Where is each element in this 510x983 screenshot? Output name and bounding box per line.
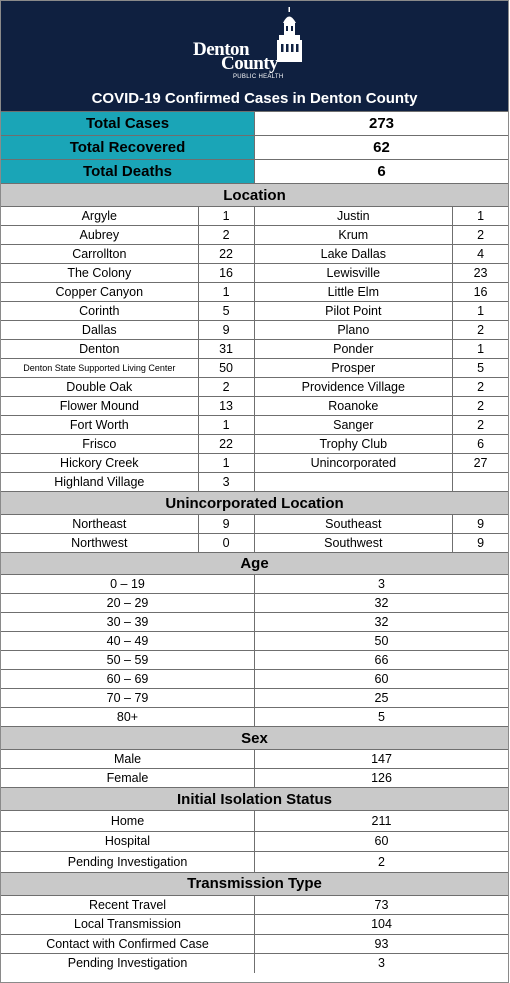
location-row	[1, 339, 508, 358]
age-label: 60 – 69	[1, 670, 255, 688]
location-row	[1, 358, 508, 377]
age-count: 32	[374, 615, 389, 629]
region-name: Southeast	[255, 515, 454, 533]
location-name: Roanoke	[255, 397, 454, 415]
age-count: 50	[374, 634, 389, 648]
location-count: 1	[199, 416, 255, 434]
location-count: 16	[473, 285, 488, 299]
transmission-row	[1, 914, 508, 934]
age-label: 70 – 79	[1, 689, 255, 707]
isolation-row	[1, 851, 508, 872]
location-row	[1, 320, 508, 339]
transmission-label: Contact with Confirmed Case	[1, 935, 255, 954]
transmission-label: Recent Travel	[1, 896, 255, 915]
isolation-label: Hospital	[1, 832, 255, 852]
region-name: Northwest	[1, 534, 199, 552]
location-count: 50	[199, 359, 255, 377]
total-value: 62	[373, 139, 390, 156]
location-name: Plano	[255, 321, 454, 339]
transmission-row	[1, 953, 508, 973]
total-value: 6	[377, 163, 386, 180]
location-name: Unincorporated	[255, 454, 454, 472]
location-count: 27	[473, 456, 488, 470]
location-header-row	[1, 183, 508, 206]
location-count: 31	[199, 340, 255, 358]
location-name: Denton	[1, 340, 199, 358]
location-name: Carrollton	[1, 245, 199, 263]
location-name: Krum	[255, 226, 454, 244]
age-label: 40 – 49	[1, 632, 255, 650]
location-count: 13	[199, 397, 255, 415]
location-row	[1, 206, 508, 225]
isolation-header-row	[1, 787, 508, 810]
location-row	[1, 282, 508, 301]
age-label: 0 – 19	[1, 575, 255, 593]
sex-label: Female	[1, 769, 255, 787]
transmission-count: 3	[378, 956, 385, 971]
location-row	[1, 434, 508, 453]
location-count: 5	[199, 302, 255, 320]
region-count: 9	[199, 515, 255, 533]
location-count: 2	[199, 226, 255, 244]
location-row	[1, 263, 508, 282]
location-count: 2	[477, 228, 485, 242]
transmission-section-title: Transmission Type	[1, 873, 508, 895]
location-name: Ponder	[255, 340, 454, 358]
location-name: Corinth	[1, 302, 199, 320]
location-count: 1	[477, 342, 485, 356]
location-name: Trophy Club	[255, 435, 454, 453]
region-name: Southwest	[255, 534, 454, 552]
transmission-count: 73	[374, 897, 389, 912]
total-label: Total Recovered	[1, 136, 255, 159]
location-count: 2	[477, 323, 485, 337]
transmission-label: Local Transmission	[1, 915, 255, 934]
report-title: COVID-19 Confirmed Cases in Denton County	[91, 90, 418, 107]
location-row	[1, 396, 508, 415]
isolation-section-title: Initial Isolation Status	[1, 788, 508, 810]
location-name: Highland Village	[1, 473, 199, 491]
isolation-label: Pending Investigation	[1, 852, 255, 872]
location-count: 1	[477, 304, 485, 318]
totals-row	[1, 135, 508, 159]
transmission-label: Pending Investigation	[1, 954, 255, 973]
isolation-row	[1, 810, 508, 831]
unincorporated-row	[1, 533, 508, 552]
region-count: 9	[477, 517, 485, 531]
age-count: 66	[374, 653, 389, 667]
location-name: Double Oak	[1, 378, 199, 396]
total-label: Total Deaths	[1, 160, 255, 183]
location-name: Dallas	[1, 321, 199, 339]
location-count: 2	[477, 399, 485, 413]
location-count: 22	[199, 435, 255, 453]
unincorporated-section-title: Unincorporated Location	[1, 492, 508, 514]
location-row	[1, 377, 508, 396]
location-name	[255, 473, 454, 491]
isolation-count: 2	[378, 854, 385, 869]
age-label: 20 – 29	[1, 594, 255, 612]
sex-count: 126	[371, 771, 392, 785]
age-label: 50 – 59	[1, 651, 255, 669]
isolation-count: 211	[371, 813, 392, 828]
location-name: Frisco	[1, 435, 199, 453]
location-count: 1	[477, 209, 485, 223]
sex-section-title: Sex	[1, 727, 508, 749]
sex-header-row	[1, 726, 508, 749]
isolation-count: 60	[374, 834, 389, 849]
location-row	[1, 244, 508, 263]
age-row	[1, 669, 508, 688]
logo-word-denton: Denton	[193, 39, 250, 60]
location-name: Aubrey	[1, 226, 199, 244]
location-count: 2	[477, 418, 485, 432]
location-count: 4	[477, 247, 485, 261]
location-row	[1, 453, 508, 472]
location-name: Lake Dallas	[255, 245, 454, 263]
sex-row	[1, 749, 508, 768]
location-name: Flower Mound	[1, 397, 199, 415]
transmission-row	[1, 934, 508, 954]
transmission-row	[1, 895, 508, 915]
location-name: Providence Village	[255, 378, 454, 396]
location-count: 2	[477, 380, 485, 394]
age-row	[1, 593, 508, 612]
location-count: 6	[477, 437, 485, 451]
location-row	[1, 225, 508, 244]
location-name: Hickory Creek	[1, 454, 199, 472]
sex-label: Male	[1, 750, 255, 768]
age-row	[1, 707, 508, 726]
location-count: 2	[199, 378, 255, 396]
isolation-label: Home	[1, 811, 255, 831]
location-row	[1, 415, 508, 434]
age-label: 30 – 39	[1, 613, 255, 631]
denton-county-logo	[193, 7, 313, 85]
age-row	[1, 612, 508, 631]
header-banner	[1, 1, 508, 111]
location-count: 16	[199, 264, 255, 282]
totals-row	[1, 159, 508, 183]
location-count: 1	[199, 207, 255, 225]
location-count: 22	[199, 245, 255, 263]
logo-word-county: County	[221, 53, 279, 74]
location-name: Pilot Point	[255, 302, 454, 320]
location-count: 3	[199, 473, 255, 491]
location-count: 23	[473, 266, 488, 280]
report-body	[1, 111, 508, 973]
location-count: 1	[199, 283, 255, 301]
region-count: 9	[477, 536, 485, 550]
location-count: 9	[199, 321, 255, 339]
age-label: 80+	[1, 708, 255, 726]
location-row	[1, 301, 508, 320]
age-count: 60	[374, 672, 389, 686]
isolation-row	[1, 831, 508, 852]
location-name: The Colony	[1, 264, 199, 282]
location-name: Little Elm	[255, 283, 454, 301]
total-label: Total Cases	[1, 112, 255, 135]
location-name: Denton State Supported Living Center	[1, 359, 199, 377]
transmission-count: 93	[374, 936, 389, 951]
sex-count: 147	[371, 752, 392, 766]
age-count: 5	[378, 710, 385, 724]
age-section-title: Age	[1, 553, 508, 574]
location-count: 1	[199, 454, 255, 472]
age-row	[1, 574, 508, 593]
sex-row	[1, 768, 508, 787]
region-name: Northeast	[1, 515, 199, 533]
location-name: Argyle	[1, 207, 199, 225]
location-section-title: Location	[1, 184, 508, 206]
location-count	[453, 473, 508, 491]
totals-row	[1, 111, 508, 135]
transmission-header-row	[1, 872, 508, 895]
location-name: Lewisville	[255, 264, 454, 282]
age-count: 32	[374, 596, 389, 610]
unincorporated-row	[1, 514, 508, 533]
logo-subtitle: PUBLIC HEALTH	[233, 74, 284, 80]
age-row	[1, 631, 508, 650]
location-name: Justin	[255, 207, 454, 225]
location-row	[1, 472, 508, 491]
unincorporated-header-row	[1, 491, 508, 514]
age-count: 25	[374, 691, 389, 705]
transmission-count: 104	[371, 917, 392, 932]
age-row	[1, 688, 508, 707]
age-row	[1, 650, 508, 669]
region-count: 0	[199, 534, 255, 552]
location-name: Prosper	[255, 359, 454, 377]
location-count: 5	[477, 361, 485, 375]
age-header-row	[1, 552, 508, 574]
location-name: Sanger	[255, 416, 454, 434]
total-value: 273	[368, 115, 395, 132]
location-name: Copper Canyon	[1, 283, 199, 301]
location-name: Fort Worth	[1, 416, 199, 434]
age-count: 3	[378, 577, 385, 591]
